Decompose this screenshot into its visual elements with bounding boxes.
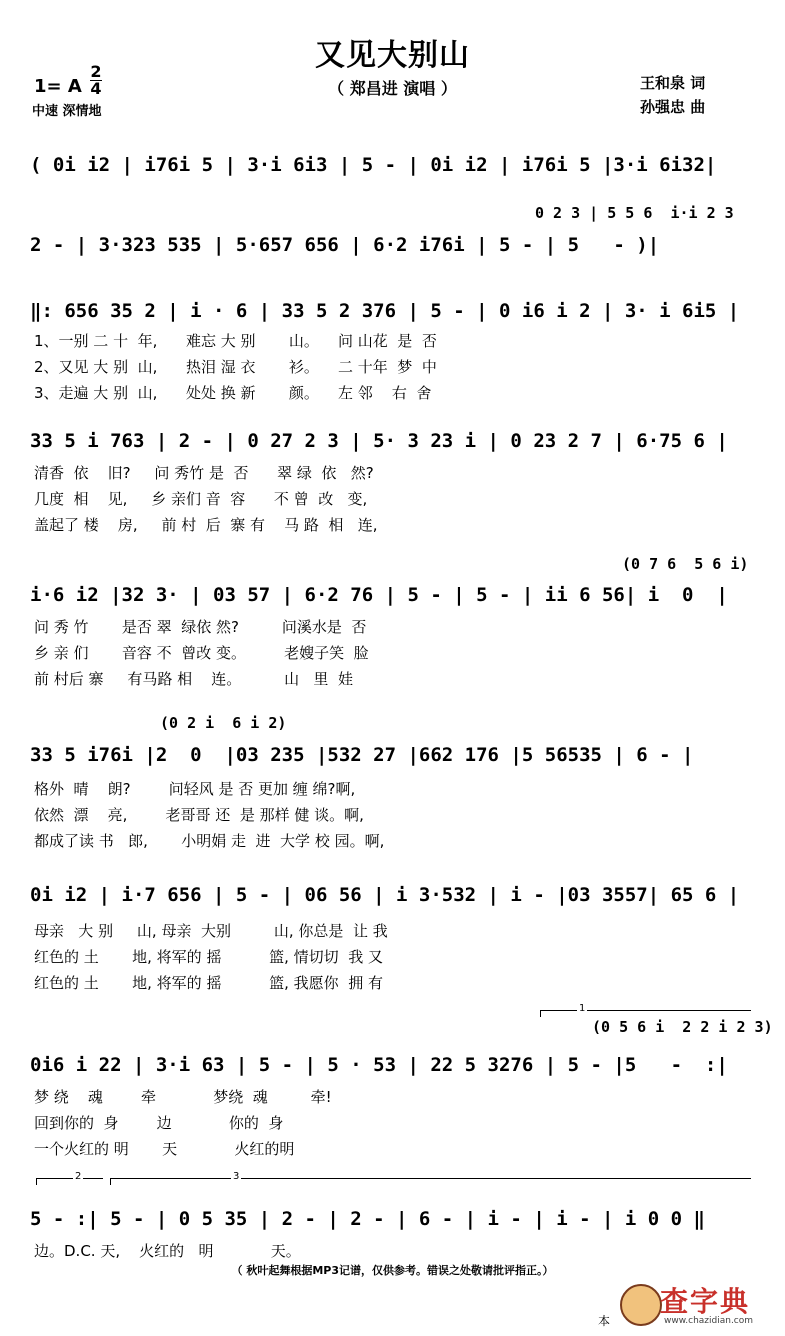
time-signature-top: 2 — [90, 62, 102, 81]
lyric-row-3-verse-2: 2、又见 大 别 山, 热泪 湿 衣 衫。 二 十年 梦 中 — [34, 358, 437, 376]
song-title: 又见大别山 — [315, 38, 470, 73]
logo-text: 查字典 — [660, 1285, 751, 1318]
key-signature: 1= A — [34, 76, 82, 97]
lyric-row-8-verse-2: 回到你的 身 边 你的 身 — [34, 1114, 284, 1132]
notation-row-2: 2 - | 3·323 535 | 5·657 656 | 6·2 i76i | 5 - | 5 - )| — [30, 234, 660, 256]
lyric-row-3-verse-3: 3、走遍 大 别 山, 处处 换 新 颜。 左 邻 右 舍 — [34, 384, 432, 402]
lyric-row-9: 边。D.C. 天, 火红的 明 天。 — [34, 1242, 301, 1260]
lyric-row-7-verse-2: 红色的 土 地, 将军的 摇 篮, 情切切 我 又 — [34, 948, 383, 966]
lyricist-credit: 王和泉 词 — [640, 74, 706, 92]
volta-2-label: 2 — [75, 1171, 82, 1182]
notation-row-8-upper: (0 5 6 i 2 2 i 2 3) — [592, 1018, 773, 1036]
volta-bracket-3 — [110, 1171, 751, 1185]
page-mark: 本 — [598, 1314, 611, 1328]
notation-row-9: 5 - :| 5 - | 0 5 35 | 2 - | 2 - | 6 - | i - | i - | i 0 0 ‖ — [30, 1208, 705, 1230]
notation-row-6-upper: (0 2 i 6 i 2) — [160, 714, 287, 732]
lyric-row-6-verse-1: 格外 晴 朗? 问轻风 是 否 更加 缠 绵?啊, — [34, 780, 356, 798]
lyric-row-7-verse-3: 红色的 土 地, 将军的 摇 篮, 我愿你 拥 有 — [34, 974, 383, 992]
site-logo[interactable] — [620, 1278, 770, 1330]
tempo-marking: 中速 深情地 — [32, 104, 102, 119]
notation-row-7: 0i i2 | i·7 656 | 5 - | 06 56 | i 3·532 | i - |03 3557| 65 6 | — [30, 884, 740, 906]
logo-url: www.chazidian.com — [664, 1316, 754, 1326]
volta-bracket-2 — [36, 1171, 103, 1185]
volta-bracket-1 — [540, 1003, 751, 1017]
notation-row-6: 33 5 i76i |2 0 |03 235 |532 27 |662 176 |5 56535 | 6 - | — [30, 744, 694, 766]
notation-row-5: i·6 i2 |32 3· | 03 57 | 6·2 76 | 5 - | 5 - | ii 6 56| i 0 | — [30, 584, 728, 606]
lyric-row-4-verse-2: 几度 相 见, 乡 亲们 音 容 不 曾 改 变, — [34, 490, 368, 508]
time-signature-bottom: 4 — [90, 79, 102, 98]
lyric-row-6-verse-2: 依然 漂 亮, 老哥哥 还 是 那样 健 谈。啊, — [34, 806, 364, 824]
notation-row-4: 33 5 i 763 | 2 - | 0 27 2 3 | 5· 3 23 i | 0 23 2 7 | 6·75 6 | — [30, 430, 728, 452]
lyric-row-8-verse-1: 梦 绕 魂 牵 梦绕 魂 牵! — [34, 1088, 332, 1106]
lyric-row-5-verse-2: 乡 亲 们 音容 不 曾改 变。 老嫂子笑 脸 — [34, 644, 369, 662]
lyric-row-4-verse-1: 清香 依 旧? 问 秀竹 是 否 翠 绿 依 然? — [34, 464, 374, 482]
notation-row-3: ‖: 656 35 2 | i · 6 | 33 5 2 376 | 5 - | 0 i6 i 2 | 3· i 6i5 | — [30, 300, 740, 322]
lyric-row-6-verse-3: 都成了读 书 郎, 小明娟 走 进 大学 校 园。啊, — [34, 832, 385, 850]
notation-row-8: 0i6 i 22 | 3·i 63 | 5 - | 5 · 53 | 22 5 3276 | 5 - |5 - :| — [30, 1054, 728, 1076]
performer-subtitle: （ 郑昌进 演唱 ） — [328, 79, 457, 98]
composer-credit: 孙强忠 曲 — [640, 98, 706, 116]
lyric-row-8-verse-3: 一个火红的 明 天 火红的明 — [34, 1140, 295, 1158]
mascot-icon — [620, 1284, 662, 1326]
lyric-row-5-verse-3: 前 村后 寨 有马路 相 连。 山 里 娃 — [34, 670, 353, 688]
lyric-row-3-verse-1: 1、一别 二 十 年, 难忘 大 别 山。 问 山花 是 否 — [34, 332, 437, 350]
volta-3-label: 3 — [233, 1171, 240, 1182]
time-signature — [90, 64, 102, 97]
notation-row-5-upper: (0 7 6 5 6 i) — [622, 555, 749, 573]
transcription-note: （ 秋叶起舞根据MP3记谱，仅供参考。错误之处敬请批评指正。） — [231, 1264, 554, 1277]
volta-1-label: 1 — [579, 1003, 586, 1014]
notation-row-1: ( 0i i2 | i76i 5 | 3·i 6i3 | 5 - | 0i i2 | i76i 5 |3·i 6i32| — [30, 154, 717, 176]
lyric-row-4-verse-3: 盖起了 楼 房, 前 村 后 寨 有 马 路 相 连, — [34, 516, 378, 534]
notation-row-2-upper: 0 2 3 | 5 5 6 i·i 2 3 — [535, 204, 734, 222]
lyric-row-5-verse-1: 问 秀 竹 是否 翠 绿依 然? 问溪水是 否 — [34, 618, 367, 636]
lyric-row-7-verse-1: 母亲 大 别 山, 母亲 大别 山, 你总是 让 我 — [34, 922, 388, 940]
